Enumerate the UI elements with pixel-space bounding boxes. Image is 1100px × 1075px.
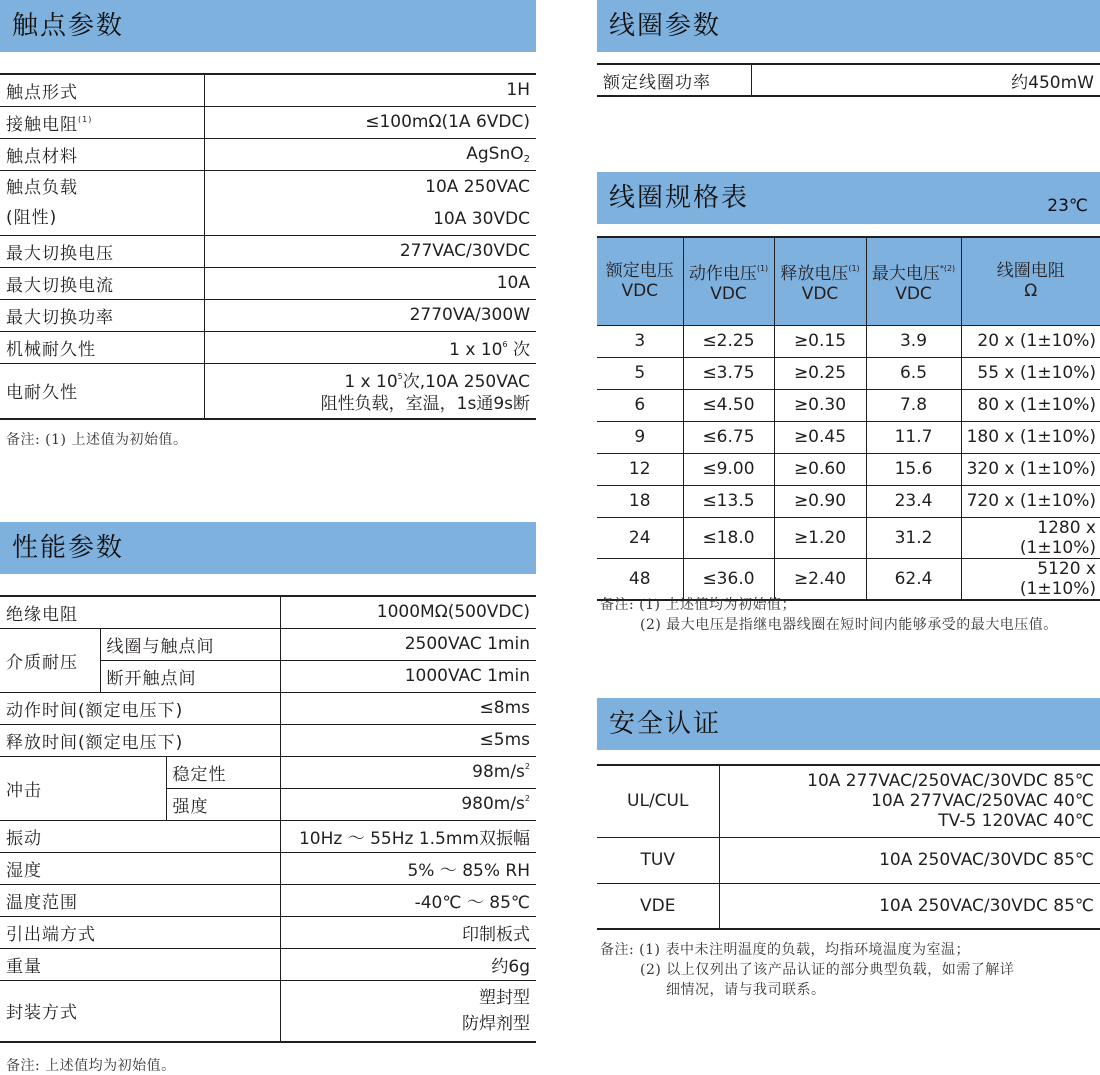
table-row — [597, 517, 1100, 558]
row-sublabel: 断开触点间 — [100, 660, 280, 692]
table-row — [597, 765, 1100, 837]
table-row — [0, 948, 536, 980]
table-cell: 31.2 — [866, 517, 961, 558]
table-cell: ≥0.60 — [774, 453, 866, 485]
table-row — [0, 916, 536, 948]
row-value-tail: 次,10A 250VAC — [402, 372, 530, 393]
row-label-line2: (阻性) — [6, 207, 58, 228]
row-value: -40℃ ～ 85℃ — [280, 884, 536, 916]
table-cell: 20 x (1±10%) — [961, 325, 1100, 357]
table-cell: ≤4.50 — [683, 389, 774, 421]
table-row — [0, 628, 536, 660]
table-cell: 55 x (1±10%) — [961, 357, 1100, 389]
table-cell: 5 — [597, 357, 683, 389]
column-header-coil-resistance: 线圈电阻 Ω — [961, 237, 1100, 325]
row-label: 最大切换电流 — [0, 267, 204, 299]
table-row — [0, 331, 536, 363]
table-cell: ≤6.75 — [683, 421, 774, 453]
row-value — [280, 756, 536, 788]
table-cell: 48 — [597, 558, 683, 600]
table-row — [0, 170, 536, 235]
row-label: 电耐久性 — [0, 363, 204, 419]
safety-note-line3: 细情况，请与我司联系。 — [666, 982, 826, 998]
table-cell: 15.6 — [866, 453, 961, 485]
performance-params-table — [0, 595, 536, 1043]
row-value-line2: 10A 30VDC — [433, 208, 530, 229]
cert-detail: 10A 277VAC/250VAC/30VDC 85℃ 10A 277VAC/250VAC 40℃ TV-5 120VAC 40℃ — [719, 765, 1100, 837]
row-value — [204, 363, 536, 419]
cert-name: TUV — [597, 837, 719, 883]
table-row — [0, 74, 536, 106]
table-row — [597, 64, 1100, 96]
row-value: ≤100mΩ(1A 6VDC) — [204, 106, 536, 138]
row-value-line2: 阻性负载，室温，1s通9s断 — [320, 394, 530, 415]
coil-spec-section-header — [597, 172, 1100, 224]
table-row — [597, 837, 1100, 883]
table-cell: ≥0.45 — [774, 421, 866, 453]
row-sublabel: 强度 — [166, 788, 280, 820]
table-row — [597, 485, 1100, 517]
table-row — [0, 106, 536, 138]
table-cell: 1280 x (1±10%) — [961, 517, 1100, 558]
row-label: 触点材料 — [0, 138, 204, 170]
row-value: 1000MΩ(500VDC) — [280, 596, 536, 628]
performance-section-header — [0, 522, 536, 574]
row-label: 介质耐压 — [0, 628, 100, 692]
table-cell: ≥0.15 — [774, 325, 866, 357]
column-header-max-voltage: 最大电压$^{*(2)}$ VDC — [866, 237, 961, 325]
row-value-line2: 防焊剂型 — [462, 1013, 530, 1034]
performance-note: 备注: 上述值均为初始值。 — [6, 1058, 176, 1074]
table-cell: 3.9 — [866, 325, 961, 357]
row-label: 动作时间(额定电压下) — [0, 692, 280, 724]
table-cell: ≤13.5 — [683, 485, 774, 517]
table-row — [0, 363, 536, 419]
safety-note-line2: (2) 以上仅列出了该产品认证的部分典型负载，如需了解详 — [640, 962, 1015, 978]
table-cell: 9 — [597, 421, 683, 453]
table-header-row — [597, 237, 1100, 325]
coil-spec-rows — [597, 325, 1100, 600]
table-row — [0, 852, 536, 884]
ambient-temp-label: 23℃ — [1047, 196, 1088, 216]
table-cell: 80 x (1±10%) — [961, 389, 1100, 421]
row-label-line1: 触点负载 — [6, 177, 78, 198]
row-label: 触点形式 — [0, 74, 204, 106]
row-sublabel: 稳定性 — [166, 756, 280, 788]
table-row — [0, 884, 536, 916]
table-cell: 320 x (1±10%) — [961, 453, 1100, 485]
row-value — [204, 138, 536, 170]
row-value-line1 — [211, 366, 531, 393]
row-value: 1H — [204, 74, 536, 106]
performance-section-title: 性能参数 — [12, 533, 125, 563]
row-label: 重量 — [0, 948, 280, 980]
table-row — [0, 235, 536, 267]
table-cell: 24 — [597, 517, 683, 558]
table-cell: 23.4 — [866, 485, 961, 517]
exponent: 2 — [524, 762, 530, 771]
row-value-unit: 次 — [507, 339, 530, 360]
row-label: 释放时间(额定电压下) — [0, 724, 280, 756]
column-header-pickup-voltage: 动作电压$^{(1)}$ VDC — [683, 237, 774, 325]
row-label: 引出端方式 — [0, 916, 280, 948]
coil-spec-note-line2: (2) 最大电压是指继电器线圈在短时间内能够承受的最大电压值。 — [640, 617, 1058, 633]
contact-params-table — [0, 73, 536, 420]
coil-section-header — [597, 0, 1100, 52]
table-cell: 7.8 — [866, 389, 961, 421]
row-value: 2770VA/300W — [204, 299, 536, 331]
subscript: 2 — [523, 153, 530, 165]
table-cell: ≤18.0 — [683, 517, 774, 558]
row-value-line1: 10A 250VAC — [425, 176, 530, 197]
table-cell: 6 — [597, 389, 683, 421]
coil-spec-note-line1: 备注: (1) 上述值均为初始值； — [600, 597, 796, 613]
row-value — [204, 170, 536, 235]
column-header-rated-voltage: 额定电压 VDC — [597, 237, 683, 325]
row-value: 2500VAC 1min — [280, 628, 536, 660]
row-label — [0, 170, 204, 235]
table-row — [0, 692, 536, 724]
row-value: 印制板式 — [280, 916, 536, 948]
row-label: 冲击 — [0, 756, 166, 820]
footnote-marker: (1) — [78, 114, 93, 124]
row-label: 最大切换电压 — [0, 235, 204, 267]
row-value-text: 1 x 10 — [344, 372, 398, 393]
row-label: 最大切换功率 — [0, 299, 204, 331]
table-row — [0, 820, 536, 852]
table-cell: 18 — [597, 485, 683, 517]
table-cell: 180 x (1±10%) — [961, 421, 1100, 453]
row-value-text: 98m/s — [472, 762, 525, 782]
table-cell: ≤3.75 — [683, 357, 774, 389]
contact-note: 备注: (1) 上述值为初始值。 — [6, 432, 188, 448]
row-label: 振动 — [0, 820, 280, 852]
row-value-text: AgSnO — [466, 143, 524, 164]
table-cell: ≤36.0 — [683, 558, 774, 600]
row-label: 湿度 — [0, 852, 280, 884]
coil-spec-table — [597, 236, 1100, 601]
coil-spec-section-title: 线圈规格表 — [609, 183, 750, 213]
row-value: 约6g — [280, 948, 536, 980]
row-value-text: 980m/s — [461, 794, 525, 814]
cert-detail: 10A 250VAC/30VDC 85℃ — [719, 837, 1100, 883]
row-value-line1: 塑封型 — [479, 987, 530, 1008]
row-label: 额定线圈功率 — [597, 64, 751, 96]
table-cell: 6.5 — [866, 357, 961, 389]
exponent: 6 — [502, 339, 508, 349]
safety-note — [600, 940, 1014, 1000]
table-row — [597, 421, 1100, 453]
table-cell: 5120 x (1±10%) — [961, 558, 1100, 600]
table-cell: 3 — [597, 325, 683, 357]
table-cell: ≥1.20 — [774, 517, 866, 558]
row-label: 封装方式 — [0, 980, 280, 1042]
row-value-text: 1 x 10 — [449, 339, 503, 360]
coil-params-table — [597, 63, 1100, 97]
row-value: 5% ～ 85% RH — [280, 852, 536, 884]
contact-section-header — [0, 0, 536, 52]
table-cell: ≥0.30 — [774, 389, 866, 421]
table-row — [0, 596, 536, 628]
row-label: 绝缘电阻 — [0, 596, 280, 628]
table-row — [0, 724, 536, 756]
table-cell: ≥0.25 — [774, 357, 866, 389]
safety-cert-table — [597, 764, 1100, 930]
coil-section-title: 线圈参数 — [609, 11, 722, 41]
table-row — [597, 357, 1100, 389]
table-cell: ≤2.25 — [683, 325, 774, 357]
table-row — [0, 299, 536, 331]
table-row — [0, 980, 536, 1042]
table-cell: 11.7 — [866, 421, 961, 453]
row-sublabel: 线圈与触点间 — [100, 628, 280, 660]
coil-spec-note — [600, 595, 1058, 635]
table-row — [597, 453, 1100, 485]
contact-section-title: 触点参数 — [12, 11, 125, 41]
table-cell: ≤9.00 — [683, 453, 774, 485]
row-value: 10Hz ～ 55Hz 1.5mm双振幅 — [280, 820, 536, 852]
table-cell: ≥2.40 — [774, 558, 866, 600]
column-header-dropout-voltage: 释放电压$^{(1)}$ VDC — [774, 237, 866, 325]
table-row — [597, 883, 1100, 929]
cert-name: VDE — [597, 883, 719, 929]
row-value — [204, 331, 536, 363]
row-value — [280, 788, 536, 820]
row-value: ≤8ms — [280, 692, 536, 724]
row-label: 温度范围 — [0, 884, 280, 916]
safety-section-title: 安全认证 — [609, 709, 722, 739]
row-label-text: 接触电阻 — [6, 114, 78, 135]
row-value: 约450mW — [751, 64, 1100, 96]
exponent: 2 — [524, 794, 530, 803]
row-value: 1000VAC 1min — [280, 660, 536, 692]
table-row — [0, 756, 536, 788]
table-cell: 62.4 — [866, 558, 961, 600]
row-label — [0, 106, 204, 138]
cert-name: UL/CUL — [597, 765, 719, 837]
table-row — [0, 138, 536, 170]
table-row — [0, 267, 536, 299]
row-value: 10A — [204, 267, 536, 299]
row-label: 机械耐久性 — [0, 331, 204, 363]
table-row — [597, 389, 1100, 421]
cert-detail: 10A 250VAC/30VDC 85℃ — [719, 883, 1100, 929]
row-value: ≤5ms — [280, 724, 536, 756]
safety-note-line1: 备注: (1) 表中未注明温度的负载，均指环境温度为室温； — [600, 942, 970, 958]
safety-section-header — [597, 698, 1100, 750]
row-value: 277VAC/30VDC — [204, 235, 536, 267]
table-cell: 720 x (1±10%) — [961, 485, 1100, 517]
table-row — [597, 325, 1100, 357]
table-cell: ≥0.90 — [774, 485, 866, 517]
row-value — [280, 980, 536, 1042]
table-row — [597, 558, 1100, 600]
table-cell: 12 — [597, 453, 683, 485]
exponent: 5 — [397, 372, 403, 382]
